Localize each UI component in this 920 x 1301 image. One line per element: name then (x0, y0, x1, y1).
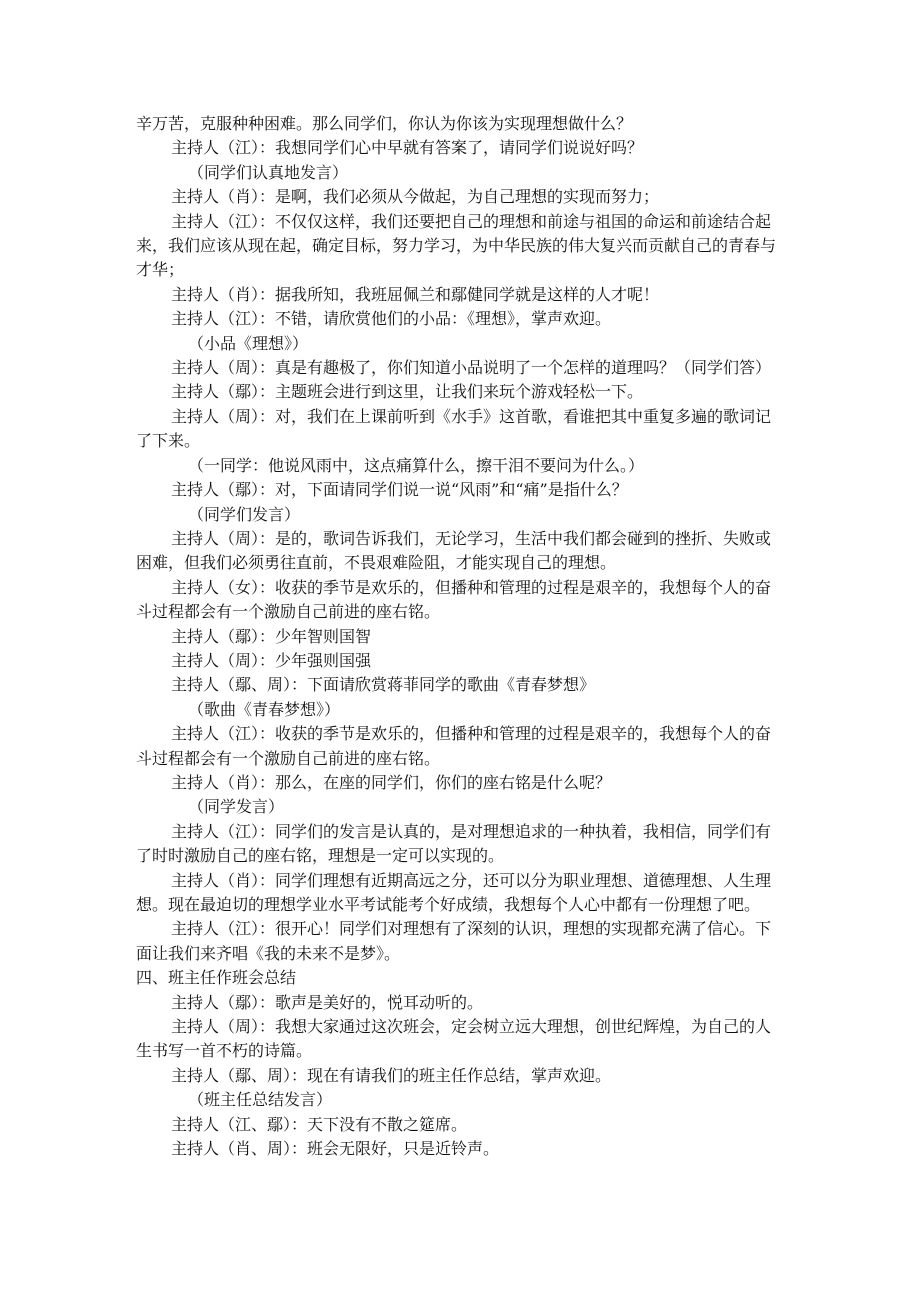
host-line: 主持人（江）：很开心！同学们对理想有了深刻的认识，理想的实现都充满了信心。下面让我们来齐唱《我的未来不是梦》。 (136, 919, 772, 963)
host-line: 主持人（鄢）：对，下面请同学们说一说“风雨”和“痛”是指什么？ (171, 480, 628, 500)
host-line: 主持人（鄢、周）：现在有请我们的班主任作总结，掌声欢迎。 (171, 1065, 612, 1085)
host-line: 主持人（女）：收获的季节是欢乐的，但播种和管理的过程是艰辛的，我想每个人的奋斗过程都会有一个激励自己前进的座右铭。 (136, 577, 772, 622)
host-line: 主持人（鄢、周）：下面请欣赏蒋菲同学的歌曲《青春梦想》 (171, 675, 596, 695)
stage-direction: （小品《理想》） (188, 333, 309, 353)
stage-direction: （一同学：他说风雨中，这点痛算什么，擦干泪不要问为什么。） (188, 455, 645, 475)
host-line: 主持人（肖、周）：班会无限好，只是近铃声。 (171, 1139, 500, 1159)
host-line: 主持人（周）：少年强则国强 (171, 650, 372, 670)
host-line: 主持人（周）：真是有趣极了，你们知道小品说明了一个怎样的道理吗？（同学们答） (171, 358, 772, 378)
host-line: 主持人（江）：收获的季节是欢乐的，但播种和管理的过程是艰辛的，我想每个人的奋斗过程都会有一个激励自己前进的座右铭。 (136, 724, 772, 768)
host-line: 主持人（江）：同学们的发言是认真的，是对理想追求的一种执着，我相信，同学们有了时时激励自己的座右铭，理想是一定可以实现的。 (136, 821, 772, 866)
host-line: 主持人（肖）：是啊，我们必须从今做起，为自己理想的实现而努力； (171, 187, 660, 207)
host-line: 主持人（周）：是的，歌词告诉我们，无论学习，生活中我们都会碰到的挫折、失败或困难，但我们必须勇往直前，不畏艰难险阻，才能实现自己的理想。 (136, 528, 772, 573)
host-line: 主持人（江）：不仅仅这样，我们还要把自己的理想和前途与祖国的命运和前途结合起来，我们应该从现在起，确定目标，努力学习，为中华民族的伟大复兴而贡献自己的青春与才华； (136, 211, 777, 280)
host-line: 主持人（周）：我想大家通过这次班会，定会树立远大理想，创世纪辉煌，为自己的人生书写一首不朽的诗篇。 (136, 1017, 772, 1061)
host-line: 主持人（周）：对，我们在上课前听到《水手》这首歌，看谁把其中重复多遍的歌词记了下来。 (136, 406, 772, 451)
host-line: 主持人（肖）：据我所知，我班屈佩兰和鄢健同学就是这样的人才呢！ (171, 284, 660, 304)
document-body (136, 112, 781, 1161)
stage-direction: （同学们认真地发言） (188, 162, 349, 182)
host-line: 主持人（江）：不错，请欣赏他们的小品：《理想》，掌声欢迎。 (171, 309, 612, 329)
stage-direction: （同学们发言） (188, 504, 301, 524)
stage-direction: （歌曲《青春梦想》） (188, 699, 341, 719)
host-line: 主持人（鄢）：主题班会进行到这里，让我们来玩个游戏轻松一下。 (171, 382, 644, 402)
paragraph-continuation: 辛万苦，克服种种困难。那么同学们，你认为你该为实现理想做什么？ (136, 114, 633, 133)
stage-direction: （同学发言） (188, 797, 285, 817)
host-line: 主持人（鄢）：少年智则国智 (171, 626, 372, 646)
host-line: 主持人（江、鄢）：天下没有不散之筵席。 (171, 1114, 468, 1134)
host-line: 主持人（肖）：同学们理想有近期高远之分，还可以分为职业理想、道德理想、人生理想。现在最迫切的理想学业水平考试能考个好成绩，我想每个人心中都有一份理想了吧。 (136, 870, 772, 914)
host-line: 主持人（鄢）：歌声是美好的，悦耳动听的。 (171, 992, 484, 1012)
stage-direction: （班主任总结发言） (188, 1090, 333, 1110)
host-line: 主持人（江）：我想同学们心中早就有答案了，请同学们说说好吗？ (171, 138, 644, 158)
host-line: 主持人（肖）：那么，在座的同学们，你们的座右铭是什么呢？ (171, 772, 612, 792)
section-heading: 四、班主任作班会总结 (136, 968, 297, 988)
